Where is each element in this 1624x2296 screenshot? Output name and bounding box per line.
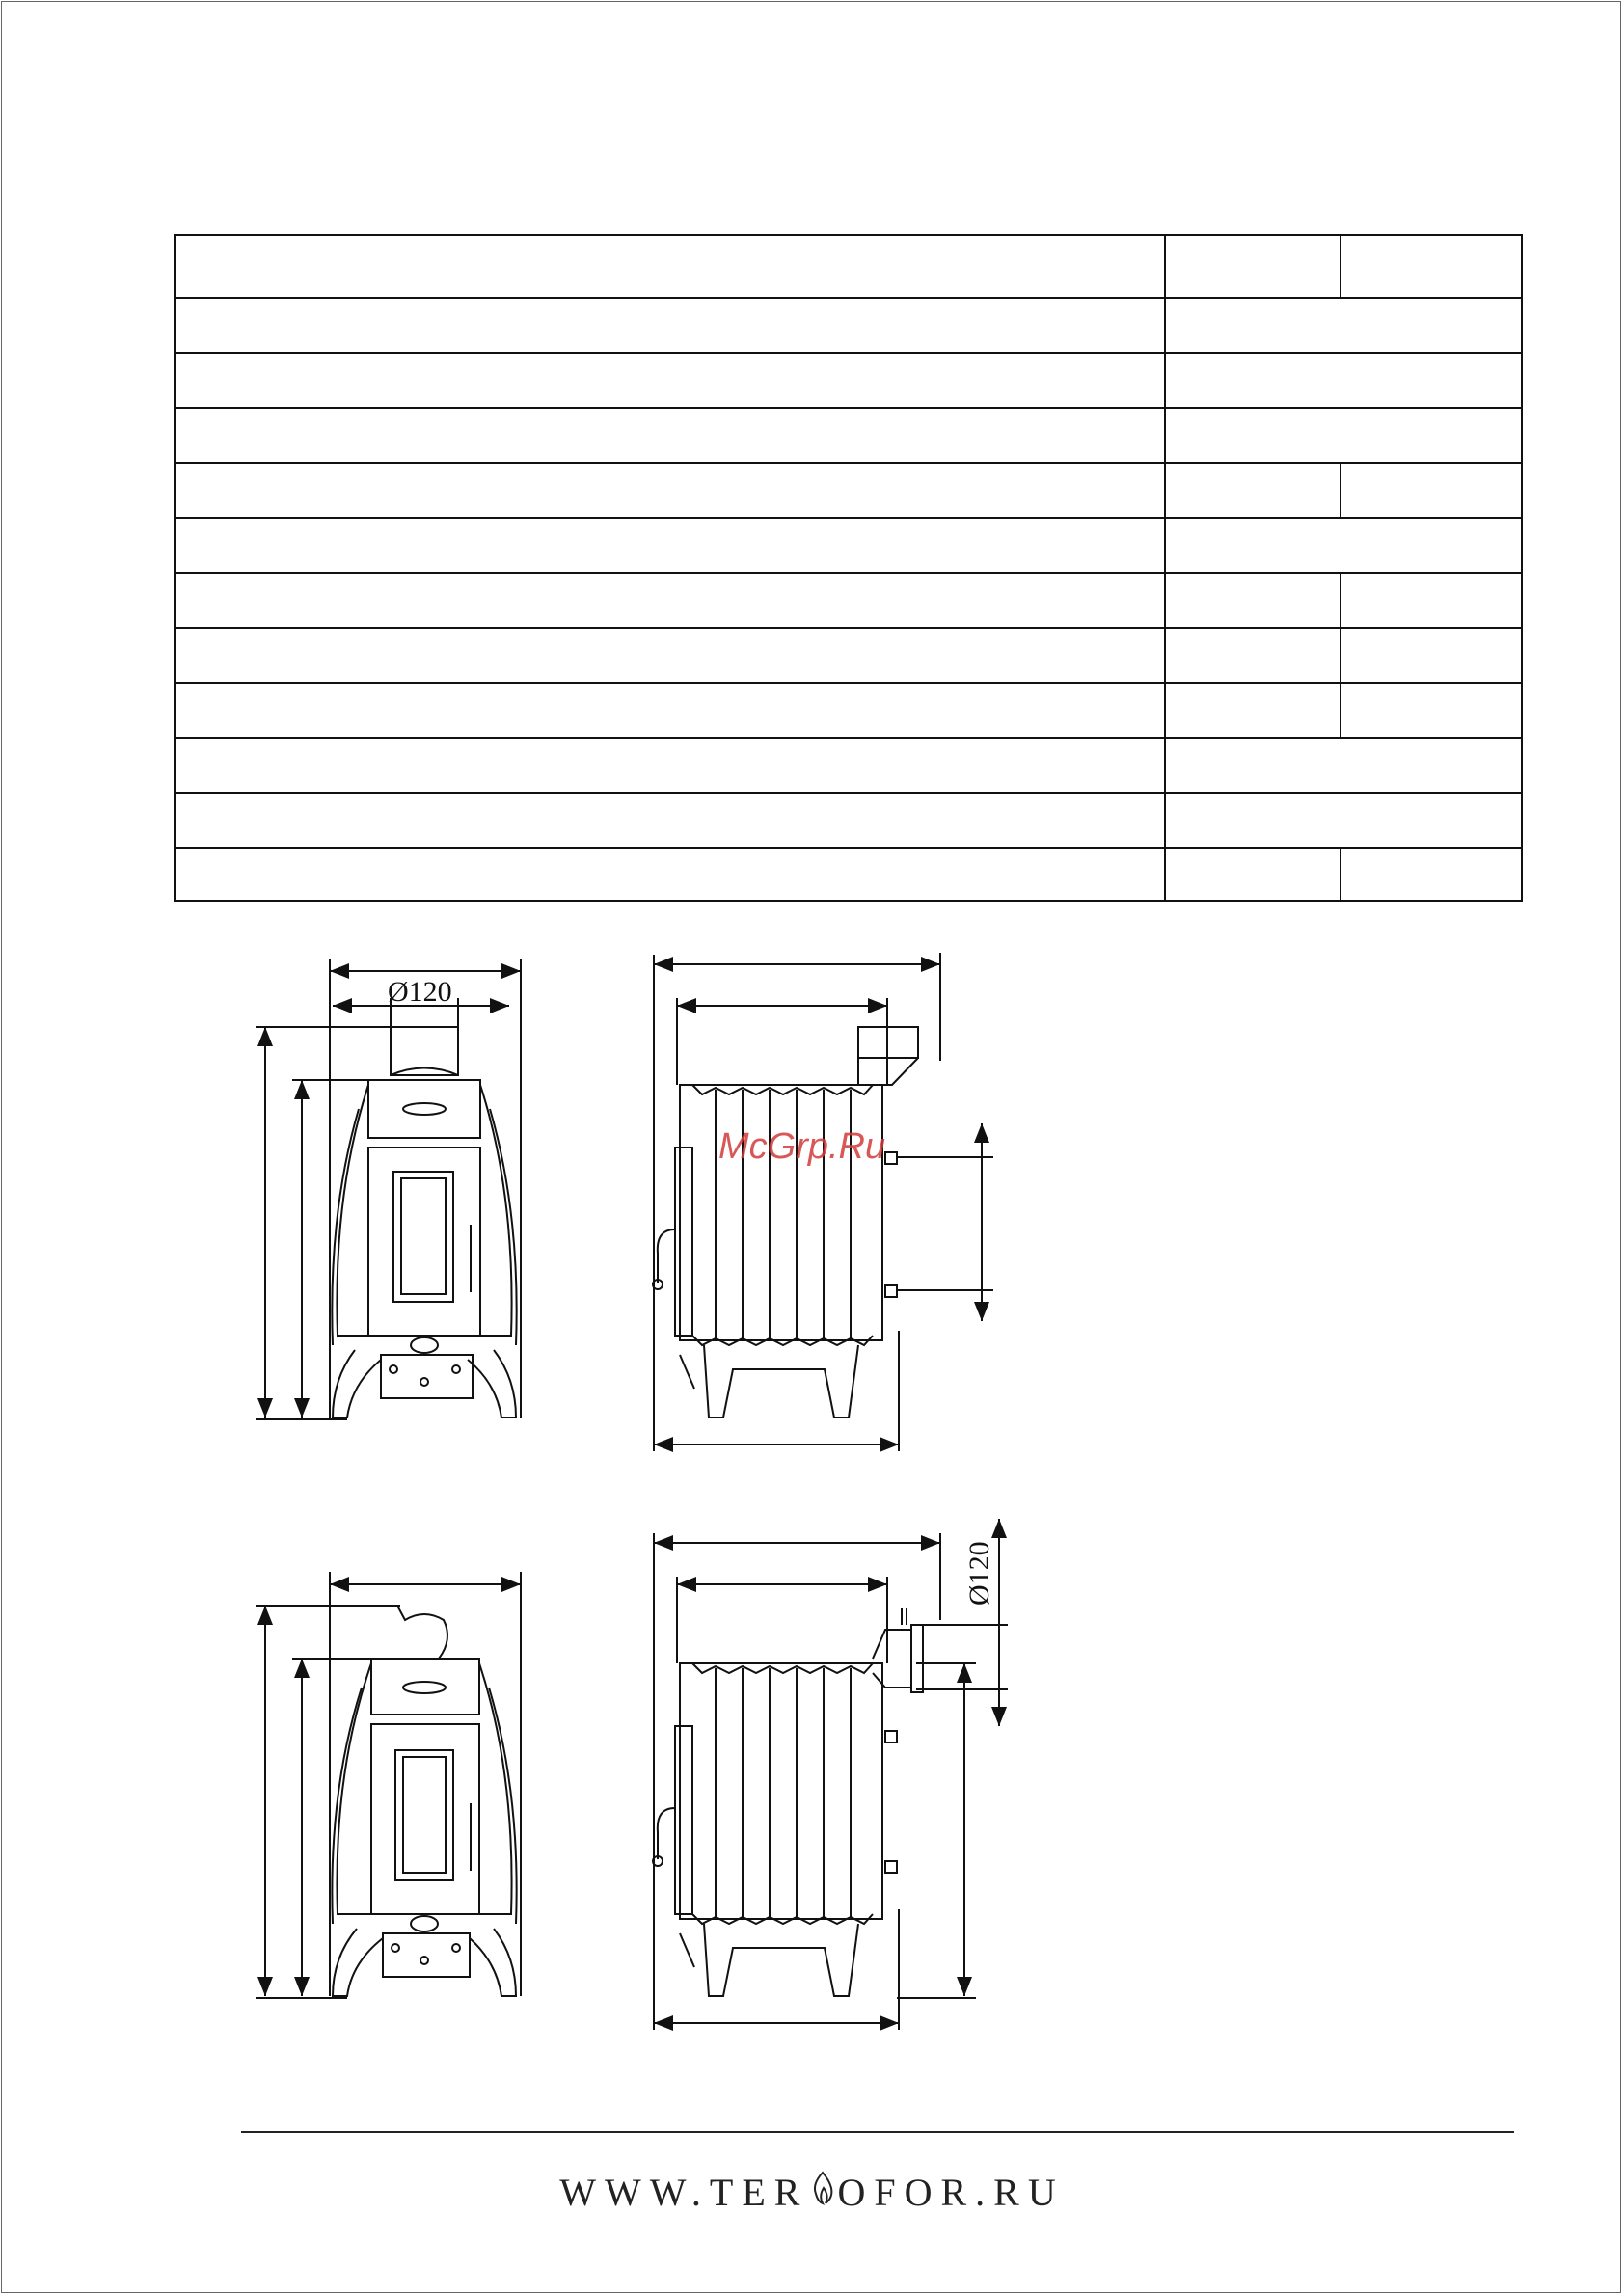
footer-url-right: OFOR.RU (837, 2171, 1065, 2214)
side-view-bottom (653, 1519, 1008, 2030)
flue-diameter-label-top: Ø120 (388, 976, 452, 1008)
flame-icon (808, 2170, 837, 2215)
footer-website (0, 2170, 1624, 2215)
front-view-top (256, 959, 521, 1419)
front-view-bottom (256, 1572, 521, 1998)
footer-url-left: WWW.TER (559, 2171, 809, 2214)
watermark: McGrp.Ru (718, 1126, 886, 1167)
flue-diameter-label-side: Ø120 (963, 1541, 995, 1606)
footer-divider (241, 2131, 1514, 2133)
side-view-top (653, 953, 993, 1451)
